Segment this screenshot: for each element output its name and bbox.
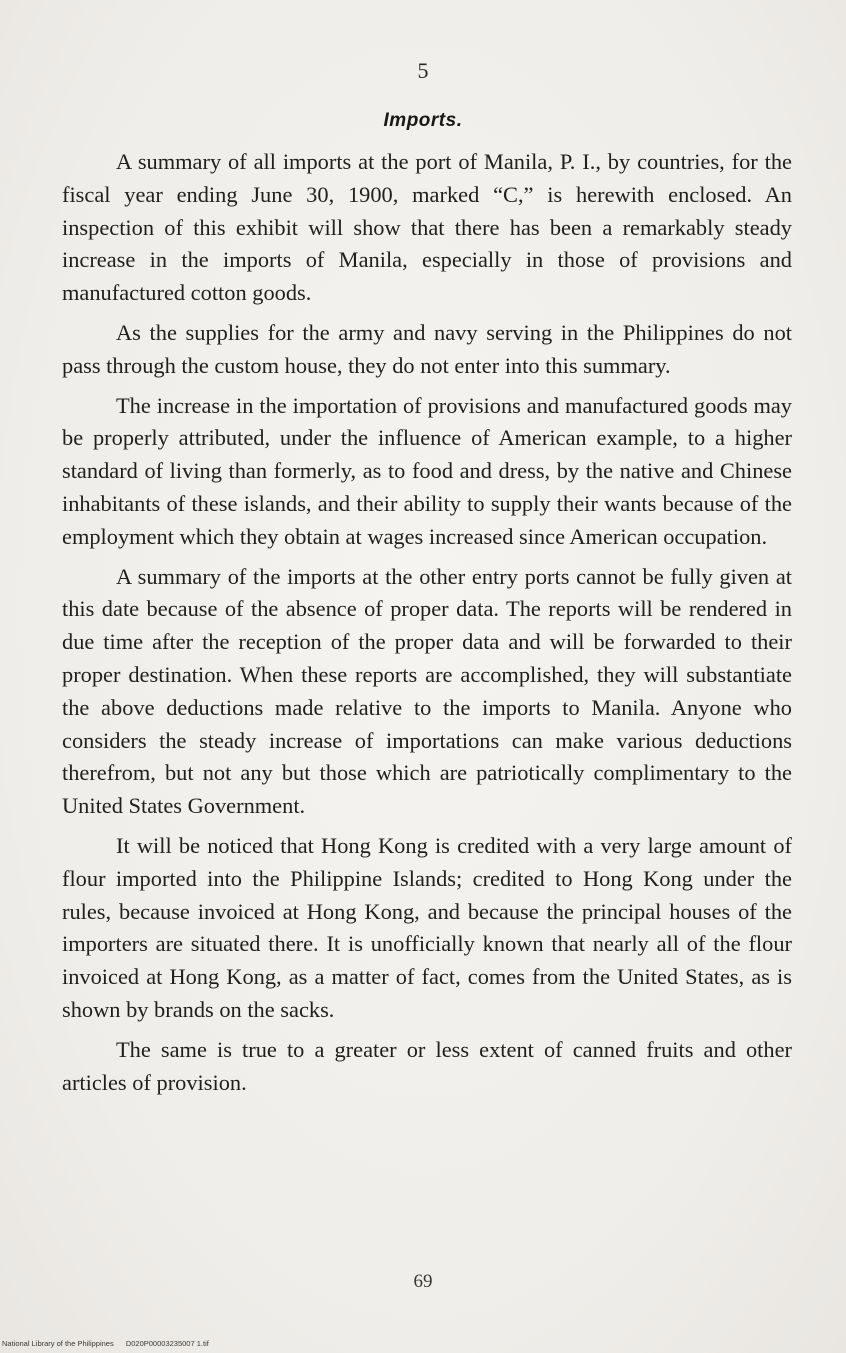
scan-credit-line xyxy=(2,1339,209,1348)
body-text xyxy=(62,146,792,1106)
paragraph-2: As the supplies for the army and navy serving in the Philippines do not pass through the custom house, they do not enter into this summary. xyxy=(62,319,792,378)
section-title: Imports. xyxy=(383,110,463,131)
library-credit: National Library of the Philippines xyxy=(2,1339,114,1348)
page-header-number: 5 xyxy=(417,58,429,83)
paragraph-5: It will be noticed that Hong Kong is credited with a very large amount of flour imported into the Philippine Islands; credited to Hong Kong under the rules, because invoiced at Hong Kong, and because the principal houses of the importers are situated there. It is unofficially known that nearly all of the flour invoiced at Hong Kong, as a matter of fact, comes from the United States, as is shown by brands on the sacks. xyxy=(62,832,792,1022)
paragraph-6: The same is true to a greater or less extent of canned fruits and other articles of provision. xyxy=(62,1036,792,1095)
scan-identifier: D020P00003235007 1.tif xyxy=(125,1339,209,1348)
page-footer-number: 69 xyxy=(413,1271,433,1292)
paragraph-4: A summary of the imports at the other entry ports cannot be fully given at this date because of the absence of proper data. The reports will be rendered in due time after the reception of the proper data and will be forwarded to their proper destination. When these reports are accomplished, they will substantiate the above deductions made relative to the imports to Manila. Anyone who considers the steady increase of importations can make various deductions therefrom, but not any but those which are patriotically complimentary to the United States Government. xyxy=(62,563,792,819)
paragraph-1: A summary of all imports at the port of Manila, P. I., by countries, for the fiscal year ending June 30, 1900, marked “C,” is herewith enclosed. An inspection of this exhibit will show that there has been a remarkably steady increase in the imports of Manila, especially in those of provisions and manufactured cotton goods. xyxy=(62,149,792,306)
paragraph-3: The increase in the importation of provisions and manufactured goods may be properly attributed, under the influence of American example, to a higher standard of living than formerly, as to food and dress, by the native and Chinese inhabitants of these islands, and their ability to supply their wants because of the employment which they obtain at wages increased since American occupation. xyxy=(62,392,792,549)
